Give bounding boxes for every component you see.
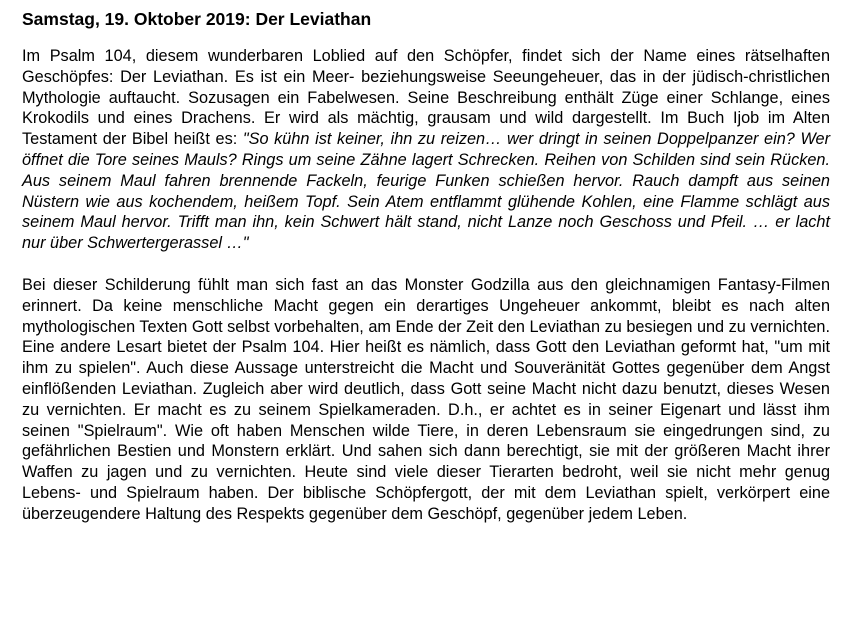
document-page bbox=[22, 8, 830, 525]
paragraph-intro bbox=[22, 46, 830, 254]
paragraph-intro-text: Im Psalm 104, diesem wunderbaren Loblied auf den Schöpfer, findet sich der Name eines rätselhaften Geschöpfes: Der Leviathan. Es ist ein Meer- beziehungsweise Seeungeheuer, das in der jüdisch-christlichen Mythologie auftaucht. Sozusagen ein Fabelwesen. Seine Beschreibung enthält Züge einer Schlange, eines Krokodils und eines Drachens. Er wird als mächtig, grausam und wild dargestellt. Im Buch Ijob im Alten Testament der Bibel heißt es: bbox=[22, 47, 830, 149]
document-title: Samstag, 19. Oktober 2019: Der Leviathan bbox=[22, 9, 372, 29]
bible-quote: "So kühn ist keiner, ihn zu reizen… wer dringt in seinen Doppelpanzer ein? Wer öffnet die Tore seines Mauls? Rings um seine Zähne lagert Schrecken. Reihen von Schilden sind sein Rücken. Aus seinem Maul fahren brennende Fackeln, feurige Funken schießen hervor. Rauch dampft aus seinen Nüstern wie aus kochendem, heißem Topf. Sein Atem entflammt glühende Kohlen, eine Flamme schlägt aus seinem Maul hervor. Trifft man ihn, kein Schwert hält stand, nicht Lanze noch Geschoss und Pfeil. … er lacht nur über Schwertergerassel …" bbox=[22, 130, 830, 253]
paragraph-reflection: Bei dieser Schilderung fühlt man sich fast an das Monster Godzilla aus den gleichnamigen Fantasy-Filmen erinnert. Da keine menschliche Macht gegen ein derartiges Ungeheuer ankommt, bleibt es nach alten mythologischen Texten Gott selbst vorbehalten, am Ende der Zeit den Leviathan zu besiegen und zu vernichten. Eine andere Lesart bietet der Psalm 104. Hier heißt es nämlich, dass Gott den Leviathan geformt hat, "um mit ihm zu spielen". Auch diese Aussage unterstreicht die Macht und Souveränität Gottes gegenüber dem Angst einflößenden Leviathan. Zugleich aber wird deutlich, dass Gott seine Macht nicht dazu benutzt, dieses Wesen zu vernichten. Er macht es zu seinem Spielkameraden. D.h., er achtet es in seiner Eigenart und lässt ihm seinen "Spielraum". Wie oft haben Menschen wilde Tiere, in deren Lebensraum sie eingedrungen sind, zu gefährlichen Bestien und Monstern erklärt. Und sahen sich dann berechtigt, sie mit der größeren Macht ihrer Waffen zu jagen und zu vernichten. Heute sind viele dieser Tierarten bedroht, weil sie nicht mehr genug Lebens- und Spielraum haben. Der biblische Schöpfergott, der mit dem Leviathan spielt, verkörpert eine überzeugendere Haltung des Respekts gegenüber dem Geschöpf, gegenüber jedem Leben. bbox=[22, 275, 830, 523]
